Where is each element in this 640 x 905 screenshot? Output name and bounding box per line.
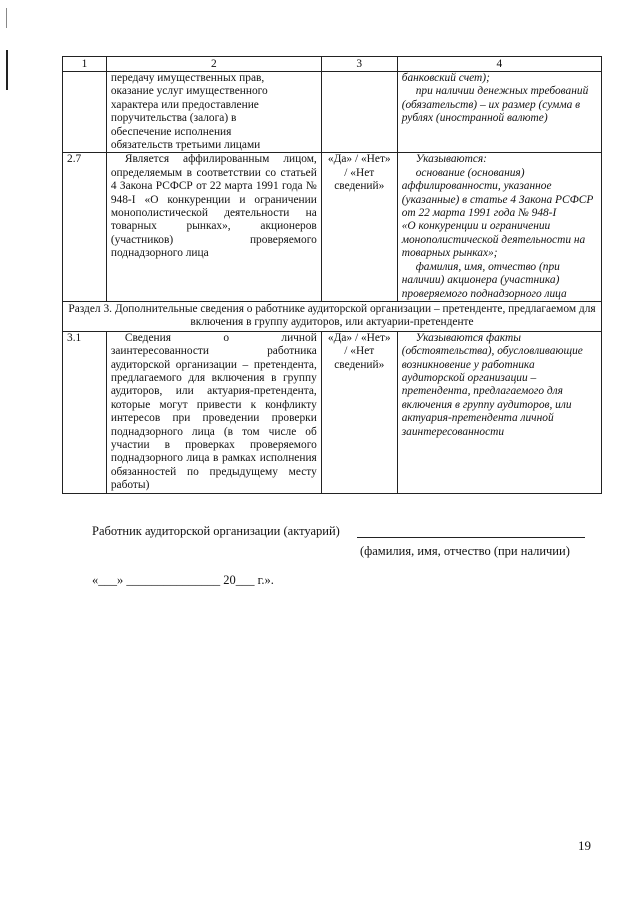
scan-margin-bar — [6, 50, 8, 90]
instruction-text: при наличии денежных требований (обязательств) – их размер (сумма в рублях (иностранной валюте) — [401, 85, 589, 125]
row-number: 2.7 — [63, 153, 107, 301]
row-answer: «Да» / «Нет» / «Нет сведений» — [321, 153, 397, 301]
row-instructions — [397, 72, 601, 153]
row-answer — [321, 72, 397, 153]
scan-margin-mark — [6, 8, 7, 28]
page-number: 19 — [578, 838, 591, 853]
instruction-text: «О конкуренции и ограничении монополистической деятельности на товарных рынках»; — [401, 220, 586, 260]
header-col-4: 4 — [397, 57, 601, 72]
section-3-heading-row — [63, 301, 602, 331]
row-number — [63, 72, 107, 153]
table-row-2-7 — [63, 153, 602, 301]
row-answer: «Да» / «Нет» / «Нет сведений» — [321, 331, 397, 493]
table-row-continuation — [63, 72, 602, 153]
section-3-title: Раздел 3. Дополнительные сведения о работнике аудиторской организации – претенденте, предлагаемом для включения в группу аудиторов, или актуарии-претенденте — [63, 301, 602, 331]
instruction-text: основание (основания) аффилированности, указанное (указанные) в статье 4 Закона РСФСР от 22 марта 1991 года № 948-I — [401, 166, 594, 220]
row-number: 3.1 — [63, 331, 107, 493]
description-line: передачу имущественных прав, — [110, 72, 265, 84]
row-instructions — [397, 331, 601, 493]
description-line: характера или предоставление — [110, 98, 259, 111]
date-line: «___» _______________ 20___ г.». — [92, 573, 274, 587]
instruction-text: Указываются факты (обстоятельства), обусловливающие возникновение у работника аудиторской организации – претендента, предлагаемого для включения в группу аудиторов, или актуария-претендента личной заинтересованности — [401, 331, 583, 438]
instruction-text: банковский счет); — [401, 72, 490, 84]
signature-label: Работник аудиторской организации (актуарий) — [92, 524, 340, 538]
row-description — [106, 153, 321, 301]
description-line: обязательств третьими лицами — [110, 139, 261, 152]
row-description — [106, 72, 321, 153]
header-col-3: 3 — [321, 57, 397, 72]
header-col-1: 1 — [63, 57, 107, 72]
signature-hint: (фамилия, имя, отчество (при наличии) — [360, 544, 570, 558]
row-description — [106, 331, 321, 493]
instruction-text: Указываются: — [415, 153, 487, 166]
declaration-table — [62, 56, 602, 494]
row-instructions — [397, 153, 601, 301]
header-col-2: 2 — [106, 57, 321, 72]
description-text: Является аффилированным лицом, определяемым в соответствии со статьей 4 Закона РСФСР от 22 марта 1991 года № 948-I «О конкуренции и ограничении монополистической деятельности на товарных рынках», акционеров (участников) проверяемого поднадзорного лица — [110, 153, 317, 260]
description-line: оказание услуг имущественного — [110, 85, 268, 98]
table-row-3-1 — [63, 331, 602, 493]
description-line: поручительства (залога) в — [110, 112, 237, 125]
instruction-text: фамилия, имя, отчество (при наличии) акционера (участника) проверяемого поднадзорного лица — [401, 260, 567, 300]
description-line: обеспечение исполнения — [110, 125, 232, 138]
table-header-row — [63, 57, 602, 72]
description-text: Сведения о личной заинтересованности работника аудиторской организации – претендента, предлагаемого для включения в группу аудиторов, или актуария-претендента, которые могут привести к конфликту интересов при проведении проверки поднадзорного лица (в том числе об участии в проверках проверяемого поднадзорного лица в рамках исполнения обязанностей по предыдущему месту работы) — [110, 331, 317, 492]
signature-line — [357, 537, 585, 538]
